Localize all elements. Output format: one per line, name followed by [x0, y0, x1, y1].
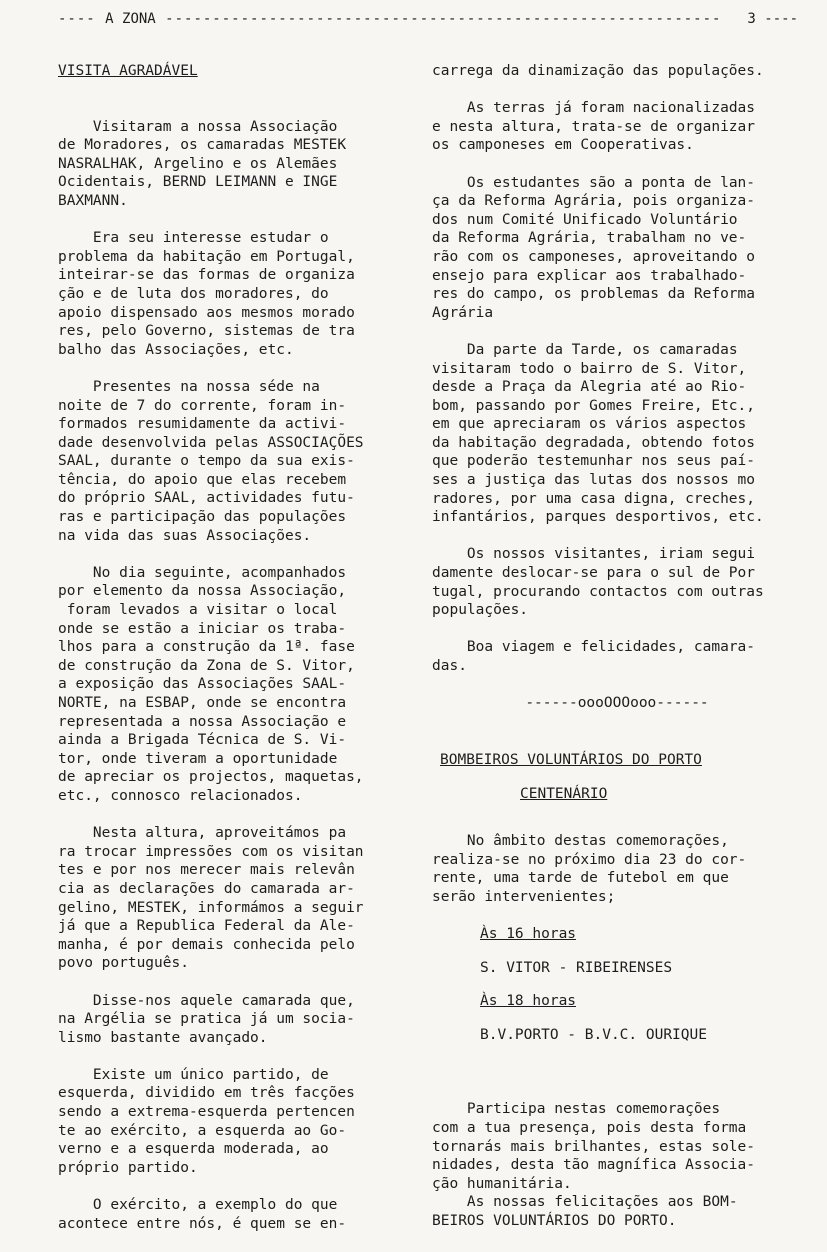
bombeiros-intro: No âmbito destas comemorações, realiza-se no próximo dia 23 do cor- rente, uma tarde de futebol em que serão intervenientes; [432, 832, 747, 905]
paragraph: Boa viagem e felicidades, camara- das. [432, 639, 756, 674]
paragraph: carrega da dinamização das populações. [432, 63, 764, 79]
paragraph: Disse-nos aquele camarada que, na Argélia se pratica já um socia- lismo bastante avançado. [58, 992, 355, 1046]
section-separator: ------oooOOOooo------ [525, 695, 709, 712]
paragraph: Nesta altura, aproveitámos pa ra trocar impressões com os visitan tes e por nos merecer mais relevân cia as declarações do camarada ar- gelino, MESTEK, informámos a seguir já que a Republica Federal da Ale- manha, é por demais conhecida pelo povo português. [58, 825, 364, 972]
bombeiros-title: BOMBEIROS VOLUNTÁRIOS DO PORTO [440, 751, 702, 768]
paragraph: Da parte da Tarde, os camaradas visitaram todo o bairro de S. Vitor, desde a Praça da Alegria até ao Rio- bom, passando por Gomes Freire, Etc., em que apreciaram os vários aspectos da habitação degradada, obtendo fotos que poderão testemunhar nos seus paí- ses a justiça das lutas dos nossos mo radores, por uma casa digna, creches, infantários, parques desportivos, etc. [432, 341, 764, 526]
paragraph: Visitaram a nossa Associação de Moradores, os camaradas MESTEK NASRALHAK, Argelino e os Alemães Ocidentais, BERND LEIMANN e INGE BAXMANN. [58, 118, 347, 209]
schedule-time: Às 18 horas [480, 993, 577, 1010]
header-dashes-left: ---- [58, 11, 106, 27]
left-column [58, 62, 418, 1252]
paragraph: Presentes na nossa séde na noite de 7 do corrente, foram in- formados resumidamente da activi- dade desenvolvida pelas ASSOCIAÇÕES SAAL, durante o tempo da sua exis- tência, do apoio que elas recebem do próprio SAAL, actividades futu- ras e participação das populações na vida das suas Associações. [58, 378, 364, 544]
paragraph: As terras já foram nacionalizadas e nesta altura, trata-se de organizar os camponeses em Cooperativas. [432, 100, 756, 154]
paragraph: Era seu interesse estudar o problema da habitação em Portugal, inteirar-se das formas de organiza ção e de luta dos moradores, do apoio dispensado aos mesmos morado res, pelo Governo, sistemas de tra balho das Associações, etc. [58, 230, 355, 358]
schedule-time: Às 16 horas [480, 925, 577, 942]
schedule-match: S. VITOR - RIBEIRENSES [480, 959, 673, 976]
page-number: 3 ---- [743, 8, 798, 30]
paragraph: Os estudantes são a ponta de lan- ça da Reforma Agrária, pois organiza- dos num Comité Unificado Voluntário da Reforma Agrária, trabalham no ve- rão com os camponeses, aproveitando o ensejo para explicar aos trabalhado- res do campo, os problemas da Reforma Agrária [432, 174, 756, 321]
right-column [432, 62, 802, 1249]
page-header [58, 8, 798, 30]
bombeiros-subtitle: CENTENÁRIO [520, 786, 608, 803]
schedule-match: B.V.PORTO - B.V.C. OURIQUE [480, 1026, 707, 1043]
bombeiros-congrats: As nossas felicitações aos BOM- BEIROS VOLUNTÁRIOS DO PORTO. [432, 1194, 738, 1229]
bombeiros-closing: Participa nestas comemorações com a tua presença, pois desta forma tornarás mais brilhantes, estas sole- nidades, desta tão magnífica Associa- ção humanitária. [432, 1101, 756, 1192]
article-title: VISITA AGRADÁVEL [58, 63, 198, 79]
paragraph: Os nossos visitantes, iriam segui damente deslocar-se para o sul de Por tugal, procurando contactos com outras populações. [432, 546, 764, 619]
paragraph: Existe um único partido, de esquerda, dividido em três facções sendo a extrema-esquerda pertencen te ao exército, a esquerda ao Go- verno e a esquerda moderada, ao próprio partido. [58, 1066, 355, 1176]
paragraph: O exército, a exemplo do que acontece entre nós, é quem se en- [58, 1197, 347, 1232]
paragraph: No dia seguinte, acompanhados por elemento da nossa Associação, foram levados a visitar o local onde se estão a iniciar os traba- lhos para a construção da 1ª. fase de construção da Zona de S. Vitor, a exposição das Associações SAAL- NORTE, na ESBAP, onde se encontra representada a nossa Associação e ainda a Brigada Técnica de S. Vi- tor, onde tiveram a oportunidade de apreciar os projectos, maquetas, etc., connosco relacionados. [58, 564, 364, 804]
publication-name: A ZONA [105, 11, 156, 27]
header-dashes-right: ----------------------------------------------------------- [155, 11, 722, 27]
